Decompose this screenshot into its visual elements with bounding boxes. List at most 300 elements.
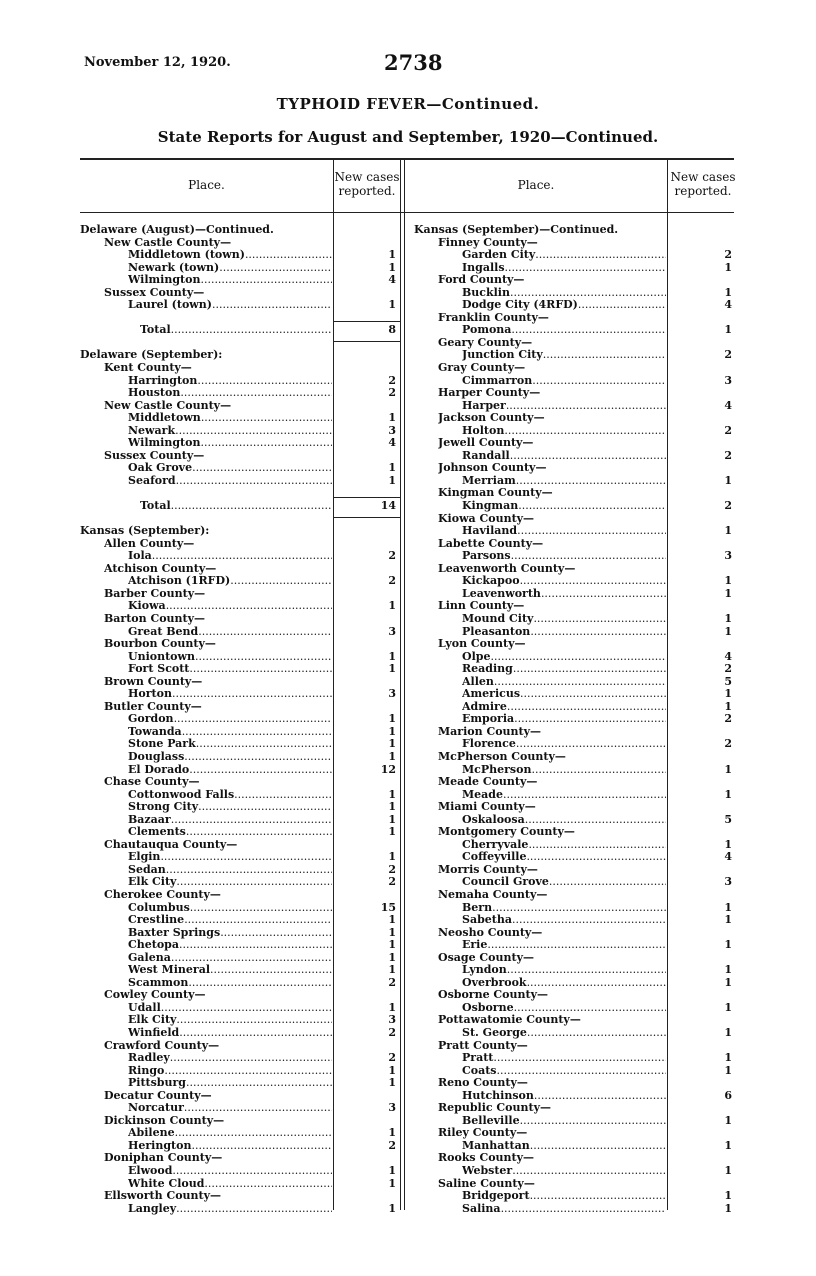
case-count: 2 [724, 448, 732, 462]
place-row [80, 425, 398, 438]
place-name: Barber County— [104, 587, 206, 600]
place-row [80, 801, 398, 814]
left-column [80, 224, 398, 1214]
case-count: 2 [724, 662, 732, 676]
county-row [80, 400, 398, 413]
place-name: Doniphan County— [104, 1152, 223, 1165]
place-name: Dodge City (4RFD) ..... [462, 299, 666, 312]
place-row [414, 575, 736, 588]
county-row [414, 751, 736, 764]
place-name: Jackson County— [438, 412, 545, 425]
place-row [80, 550, 398, 563]
place-row [414, 1190, 736, 1203]
place-row [80, 939, 398, 952]
place-row [414, 738, 736, 751]
place-name: Emporia ..... [462, 713, 666, 726]
place-name: Bourbon County— [104, 638, 216, 651]
place-row [80, 914, 398, 927]
place-row [414, 876, 736, 889]
page-date: November 12, 1920. [84, 55, 231, 70]
place-row [414, 1090, 736, 1103]
place-name: Oak Grove ..... [128, 462, 332, 475]
place-name: Erie ..... [462, 939, 666, 952]
county-row [80, 889, 398, 902]
section-heading-row [80, 224, 398, 237]
case-count: 2 [724, 423, 732, 437]
place-row [414, 375, 736, 388]
county-row [414, 864, 736, 877]
case-count: 1 [724, 787, 732, 801]
place-name: Webster ..... [462, 1165, 666, 1178]
case-count: 2 [388, 386, 396, 400]
place-row [414, 814, 736, 827]
place-name: McPherson ..... [462, 764, 666, 777]
place-name: Ellsworth County— [104, 1190, 222, 1203]
county-row [414, 362, 736, 375]
place-name: Cherryvale ..... [462, 839, 666, 852]
place-name: Osborne County— [438, 989, 548, 1002]
case-count: 4 [724, 850, 732, 864]
place-name: Coffeyville ..... [462, 851, 666, 864]
place-name: Seaford ..... [128, 475, 332, 488]
place-name: Wilmington ..... [128, 437, 332, 450]
place-name: Oskaloosa ..... [462, 814, 666, 827]
place-row [414, 299, 736, 312]
place-row [414, 626, 736, 639]
place-name: Merriam ..... [462, 475, 666, 488]
case-count: 1 [388, 963, 396, 977]
county-row [414, 337, 736, 350]
county-row [80, 588, 398, 601]
case-count: 1 [388, 248, 396, 262]
place-row [80, 864, 398, 877]
place-name: Geary County— [438, 336, 533, 349]
place-name: Abilene ..... [128, 1127, 332, 1140]
place-name: Belleville ..... [462, 1115, 666, 1128]
case-count: 5 [724, 674, 732, 688]
place-row [414, 425, 736, 438]
place-name: Kickapoo ..... [462, 575, 666, 588]
place-name: Douglass ..... [128, 751, 332, 764]
place-row [80, 764, 398, 777]
place-row [414, 688, 736, 701]
place-name: Saline County— [438, 1177, 535, 1190]
place-name: Bridgeport ..... [462, 1190, 666, 1203]
place-row [80, 814, 398, 827]
place-row [80, 927, 398, 940]
case-count: 1 [724, 913, 732, 927]
county-row [414, 1152, 736, 1165]
place-row [414, 851, 736, 864]
place-name: Bucklin ..... [462, 287, 666, 300]
case-count: 2 [388, 1138, 396, 1152]
case-count: 2 [388, 975, 396, 989]
case-count: 1 [724, 1026, 732, 1039]
place-name: Udall ..... [128, 1002, 332, 1015]
county-row [414, 1077, 736, 1090]
case-count: 1 [388, 787, 396, 801]
place-row [80, 575, 398, 588]
place-name: Mound City ..... [462, 613, 666, 626]
place-row [80, 952, 398, 965]
place-row [80, 1065, 398, 1078]
place-row [414, 262, 736, 275]
place-name: Cimmarron ..... [462, 375, 666, 388]
place-name: Wilmington ..... [128, 274, 332, 287]
place-name: Cherokee County— [104, 888, 221, 901]
page-subtitle: State Reports for August and September, 1920—Continued. [157, 128, 659, 146]
place-row [80, 1052, 398, 1065]
case-count: 1 [388, 737, 396, 751]
case-count: 2 [724, 248, 732, 262]
place-row [414, 1002, 736, 1015]
place-name: Reading ..... [462, 663, 666, 676]
place-row [80, 274, 398, 287]
place-row [414, 1027, 736, 1040]
case-count: 2 [388, 549, 396, 563]
table-header-rule [80, 212, 734, 213]
place-name: Overbrook ..... [462, 977, 666, 990]
case-count: 3 [388, 687, 396, 701]
county-row [80, 989, 398, 1002]
place-name: Harper ..... [462, 400, 666, 413]
case-count: 1 [388, 1201, 396, 1215]
place-name: McPherson County— [438, 750, 566, 763]
place-name: Sussex County— [104, 449, 205, 462]
place-name: Delaware (August)—Continued. [80, 224, 274, 236]
case-count: 1 [388, 825, 396, 839]
county-row [80, 450, 398, 463]
place-row [80, 751, 398, 764]
place-name: Jewell County— [438, 437, 534, 450]
case-count: 1 [388, 938, 396, 952]
place-name: White Cloud ..... [128, 1178, 332, 1191]
place-name: Osborne ..... [462, 1002, 666, 1015]
case-count: 1 [724, 1000, 732, 1014]
case-count: 3 [724, 549, 732, 563]
place-name: Americus ..... [462, 688, 666, 701]
place-row [80, 1178, 398, 1191]
place-name: Crawford County— [104, 1039, 220, 1052]
place-row [414, 977, 736, 990]
case-count: 1 [724, 963, 732, 977]
place-name: Strong City ..... [128, 801, 332, 814]
place-name: Miami County— [438, 801, 536, 814]
place-name: Sussex County— [104, 286, 205, 299]
county-row [414, 387, 736, 400]
place-row [414, 1203, 736, 1216]
place-name: Manhattan ..... [462, 1140, 666, 1153]
place-row [414, 902, 736, 915]
total-rule [334, 321, 400, 322]
case-count: 8 [388, 323, 396, 337]
place-row [80, 437, 398, 450]
place-row [80, 387, 398, 400]
place-row [80, 713, 398, 726]
place-name: Chase County— [104, 776, 200, 789]
place-name: Neosho County— [438, 926, 543, 939]
case-count: 1 [724, 1189, 732, 1203]
place-row [80, 651, 398, 664]
place-row [80, 1077, 398, 1090]
place-name: New Castle County— [104, 236, 232, 249]
place-row [80, 876, 398, 889]
case-count: 12 [380, 762, 396, 776]
place-row [80, 475, 398, 488]
case-count: 4 [724, 398, 732, 412]
place-name: Olpe ..... [462, 651, 666, 664]
case-count: 1 [724, 938, 732, 952]
case-count: 1 [388, 1126, 396, 1140]
place-name: Osage County— [438, 951, 534, 964]
case-count: 1 [388, 800, 396, 814]
section-heading-row [80, 349, 398, 362]
case-count: 4 [388, 436, 396, 450]
place-name: Newark ..... [128, 425, 332, 438]
place-row [414, 701, 736, 714]
place-row [80, 462, 398, 475]
case-count: 1 [724, 624, 732, 638]
county-row [414, 487, 736, 500]
place-row [80, 1102, 398, 1115]
case-count: 1 [724, 900, 732, 914]
case-count: 2 [388, 875, 396, 889]
place-name: Sabetha ..... [462, 914, 666, 927]
place-name: Uniontown ..... [128, 651, 332, 664]
place-name: Fort Scott ..... [128, 663, 332, 676]
place-name: Houston ..... [128, 387, 332, 400]
place-row [414, 964, 736, 977]
case-count: 1 [724, 473, 732, 487]
county-row [414, 237, 736, 250]
case-count: 2 [388, 1026, 396, 1039]
place-row [414, 651, 736, 664]
place-row [80, 1027, 398, 1040]
place-row [414, 764, 736, 777]
county-row [80, 1040, 398, 1053]
county-row [80, 701, 398, 714]
place-name: Parsons ..... [462, 550, 666, 563]
place-name: Stone Park ..... [128, 738, 332, 751]
place-name: Great Bend ..... [128, 626, 332, 639]
county-row [414, 437, 736, 450]
place-name: Middletown (town) ..... [128, 249, 332, 262]
place-name: Cowley County— [104, 989, 206, 1002]
place-row [80, 1203, 398, 1216]
total-row [80, 500, 398, 513]
place-name: Labette County— [438, 537, 544, 550]
case-count: 1 [724, 1113, 732, 1127]
case-count: 1 [724, 762, 732, 776]
county-row [80, 1190, 398, 1203]
county-row [80, 1090, 398, 1103]
place-row [80, 1165, 398, 1178]
case-count: 1 [388, 913, 396, 927]
place-name: Pratt County— [438, 1039, 528, 1052]
place-name: Bazaar ..... [128, 814, 332, 827]
place-row [414, 663, 736, 676]
place-name: Clements ..... [128, 826, 332, 839]
place-name: Dickinson County— [104, 1114, 225, 1127]
place-row [80, 977, 398, 990]
county-row [80, 776, 398, 789]
place-name: Meade County— [438, 776, 538, 789]
case-count: 3 [724, 373, 732, 387]
place-name: Herington ..... [128, 1140, 332, 1153]
county-row [80, 237, 398, 250]
case-count: 2 [724, 348, 732, 362]
place-row [80, 375, 398, 388]
case-count: 1 [388, 1063, 396, 1077]
place-name: Ingalls ..... [462, 262, 666, 275]
place-name: Kent County— [104, 362, 192, 375]
place-name: Brown County— [104, 675, 203, 688]
place-name: Ringo ..... [128, 1065, 332, 1078]
place-row [414, 525, 736, 538]
county-row [80, 538, 398, 551]
right-column [414, 224, 736, 1214]
case-count: 4 [724, 298, 732, 312]
place-row [414, 249, 736, 262]
place-row [80, 600, 398, 613]
case-count: 1 [724, 1164, 732, 1178]
case-count: 3 [388, 1013, 396, 1027]
center-divider-a [400, 158, 401, 1210]
case-count: 2 [388, 373, 396, 387]
county-row [414, 538, 736, 551]
county-row [414, 927, 736, 940]
place-name: Newark (town) ..... [128, 262, 332, 275]
center-divider-b [404, 158, 405, 1210]
place-name: Linn County— [438, 600, 525, 613]
place-row [414, 287, 736, 300]
case-count: 6 [724, 1088, 732, 1102]
case-count: 1 [388, 1000, 396, 1014]
place-row [80, 626, 398, 639]
case-count: 15 [380, 900, 396, 914]
county-row [414, 826, 736, 839]
place-name: Franklin County— [438, 311, 549, 324]
place-name: Haviland ..... [462, 525, 666, 538]
place-name: Reno County— [438, 1077, 528, 1090]
place-name: Ford County— [438, 274, 525, 287]
section-heading-row [80, 525, 398, 538]
place-name: Council Grove ..... [462, 876, 666, 889]
place-row [80, 688, 398, 701]
table-top-rule [80, 158, 734, 160]
case-count: 1 [724, 837, 732, 851]
section-heading-row [414, 224, 736, 237]
county-row [414, 513, 736, 526]
place-name: Harrington ..... [128, 375, 332, 388]
case-count: 1 [388, 649, 396, 663]
case-count: 3 [388, 624, 396, 638]
place-row [414, 914, 736, 927]
place-row [80, 1002, 398, 1015]
case-count: 2 [388, 574, 396, 588]
place-name: Florence ..... [462, 738, 666, 751]
place-name: Holton ..... [462, 425, 666, 438]
place-row [414, 550, 736, 563]
place-row [414, 349, 736, 362]
col-header-cases-right: New cases reported. [670, 170, 736, 198]
place-name: Kansas (September)—Continued. [414, 224, 619, 236]
case-count: 1 [724, 1138, 732, 1152]
page-number: 2738 [384, 50, 443, 75]
county-row [414, 889, 736, 902]
place-row [80, 412, 398, 425]
county-row [414, 312, 736, 325]
case-count: 1 [388, 749, 396, 763]
county-row [414, 1102, 736, 1115]
case-count: 1 [388, 298, 396, 312]
place-name: Kingman County— [438, 487, 553, 500]
place-name: Harper County— [438, 387, 541, 400]
place-name: Allen County— [104, 537, 195, 550]
place-name: Elk City ..... [128, 876, 332, 889]
place-name: Barton County— [104, 612, 206, 625]
place-row [414, 613, 736, 626]
place-name: Johnson County— [438, 462, 547, 475]
place-name: El Dorado ..... [128, 764, 332, 777]
county-row [414, 1040, 736, 1053]
place-row [414, 324, 736, 337]
county-row [414, 952, 736, 965]
place-name: Iola ..... [128, 550, 332, 563]
county-row [80, 563, 398, 576]
case-count: 1 [388, 662, 396, 676]
place-name: Butler County— [104, 700, 202, 713]
place-name: Chetopa ..... [128, 939, 332, 952]
place-name: Columbus ..... [128, 902, 332, 915]
case-count: 1 [724, 699, 732, 713]
section-heading-row [80, 337, 398, 350]
case-count: 1 [724, 285, 732, 299]
county-row [414, 1178, 736, 1191]
case-count: 1 [724, 524, 732, 538]
case-count: 1 [724, 1063, 732, 1077]
county-row [414, 600, 736, 613]
place-row [80, 262, 398, 275]
place-name: Randall ..... [462, 450, 666, 463]
county-row [80, 613, 398, 626]
county-row [80, 676, 398, 689]
place-name: Pleasanton ..... [462, 626, 666, 639]
place-name: Sedan ..... [128, 864, 332, 877]
total-rule [334, 497, 400, 498]
place-row [414, 475, 736, 488]
place-row [414, 1065, 736, 1078]
place-name: Winfield ..... [128, 1027, 332, 1040]
case-count: 1 [388, 712, 396, 726]
case-count: 1 [388, 950, 396, 964]
place-name: Lyndon ..... [462, 964, 666, 977]
county-row [80, 839, 398, 852]
place-name: Baxter Springs ..... [128, 927, 332, 940]
place-row [80, 1014, 398, 1027]
place-name: Marion County— [438, 725, 542, 738]
place-name: Delaware (September): [80, 349, 223, 362]
county-row [414, 274, 736, 287]
place-name: Nemaha County— [438, 888, 548, 901]
case-count: 1 [724, 1051, 732, 1065]
place-name: Pomona ..... [462, 324, 666, 337]
case-count: 1 [724, 323, 732, 337]
place-row [80, 1127, 398, 1140]
place-row [80, 851, 398, 864]
case-count: 4 [724, 649, 732, 663]
place-name: Garden City ..... [462, 249, 666, 262]
